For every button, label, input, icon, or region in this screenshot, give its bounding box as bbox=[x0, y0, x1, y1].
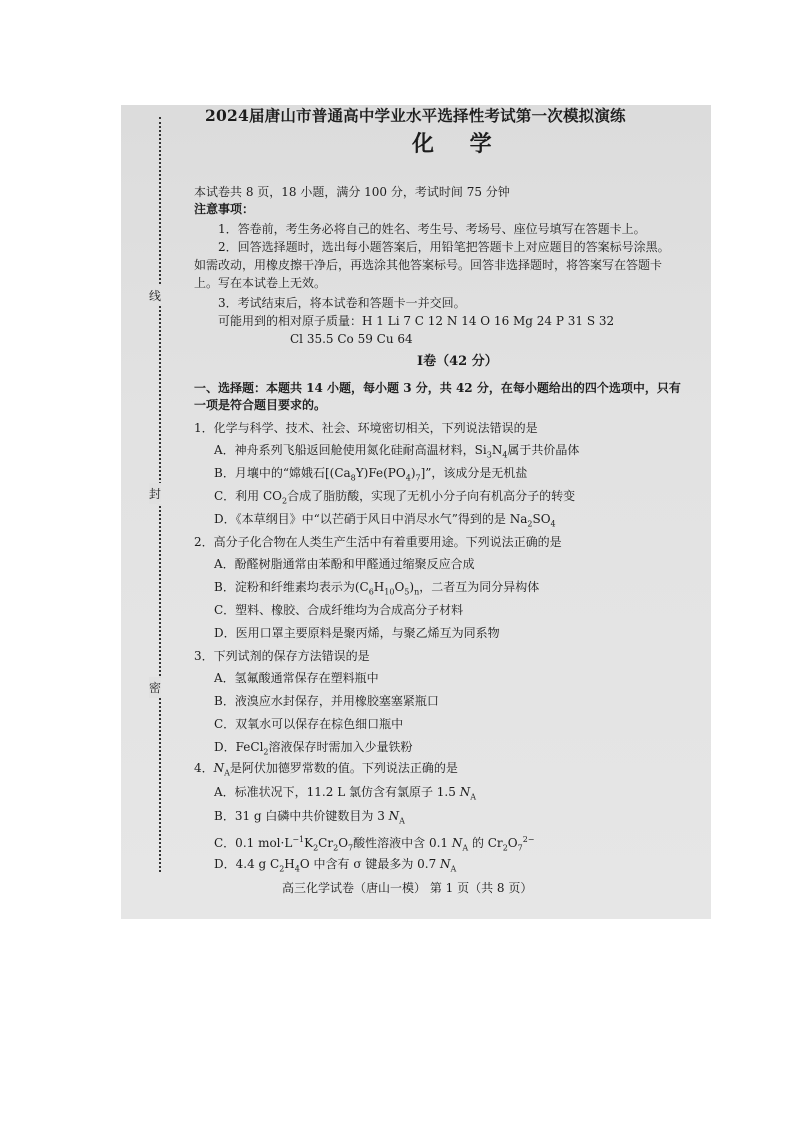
notice-item-3: 3．考试结束后，将本试卷和答题卡一并交回。 bbox=[218, 296, 466, 310]
exam-page-photo bbox=[121, 105, 711, 919]
section-intro-line-1: 一、选择题：本题共 14 小题，每小题 3 分，共 42 分，在每小题给出的四个选项中，只有 bbox=[194, 381, 681, 395]
atomic-mass-line-1: 可能用到的相对原子质量：H 1 Li 7 C 12 N 14 O 16 Mg 24 P 31 S 32 bbox=[218, 314, 615, 328]
q1-stem: 1．化学与科学、技术、社会、环境密切相关，下列说法错误的是 bbox=[194, 421, 538, 435]
atomic-mass-line-2: Cl 35.5 Co 59 Cu 64 bbox=[290, 332, 413, 346]
notice-item-1: 1．答卷前，考生务必将自己的姓名、考生号、考场号、座位号填写在答题卡上。 bbox=[218, 222, 646, 236]
q4-option-d: D．4.4 g $C_2H_4O$ 中含有 σ 键最多为 0.7 $N_A$ bbox=[214, 857, 457, 874]
q3-stem: 3．下列试剂的保存方法错误的是 bbox=[194, 649, 370, 663]
q4-stem: 4．$N_A$是阿伏加德罗常数的值。下列说法正确的是 bbox=[194, 761, 458, 778]
q2-stem: 2．高分子化合物在人类生产生活中有着重要用途。下列说法正确的是 bbox=[194, 535, 562, 549]
q3-option-a: A．氢氟酸通常保存在塑料瓶中 bbox=[214, 671, 379, 685]
q4-option-c: C．0.1 $mol\cdot L^{-1}K_2Cr_2O_7$酸性溶液中含 0.1 $N_A$ 的 $Cr_2O_7^{2-}$ bbox=[214, 835, 535, 853]
q2-option-d: D．医用口罩主要原料是聚丙烯，与聚乙烯互为同系物 bbox=[214, 626, 500, 640]
q3-option-c: C．双氧水可以保存在棕色细口瓶中 bbox=[214, 717, 404, 731]
q2-option-b: B．淀粉和纤维素均表示为$(C_6H_{10}O_5)_n$，二者互为同分异构体 bbox=[214, 580, 540, 597]
q3-option-d: D．FeCl$_2$溶液保存时需加入少量铁粉 bbox=[214, 740, 413, 757]
q1-option-a: A．神舟系列飞船返回舱使用氮化硅耐高温材料，$Si_3N_4$属于共价晶体 bbox=[214, 443, 580, 460]
binding-label-line: 线 bbox=[149, 285, 161, 306]
exam-intro: 本试卷共 8 页，18 小题，满分 100 分，考试时间 75 分钟 bbox=[194, 185, 510, 199]
notice-item-2: 2．回答选择题时，选出每小题答案后，用铅笔把答题卡上对应题目的答案标号涂黑。 bbox=[218, 240, 670, 254]
notice-item-2-end: 上。写在本试卷上无效。 bbox=[194, 276, 327, 290]
subject-title: 化 学 bbox=[412, 131, 506, 157]
q1-option-b: B．月壤中的“嫦娥石$[(Ca_8Y)Fe(PO_4)_7]$”，该成分是无机盐 bbox=[214, 466, 528, 483]
q3-option-b: B．液溴应水封保存，并用橡胶塞塞紧瓶口 bbox=[214, 694, 439, 708]
page-footer: 高三化学试卷（唐山一模） 第 1 页（共 8 页） bbox=[282, 881, 533, 895]
q4-option-b: B．31 g 白磷中共价键数目为 3 $N_A$ bbox=[214, 809, 405, 826]
q1-option-d: D．《本草纲目》中“以芒硝于风日中消尽水气”得到的是 $Na_2SO_4$ bbox=[214, 512, 556, 529]
q1-option-c: C．利用 $CO_2$合成了脂肪酸，实现了无机小分子向有机高分子的转变 bbox=[214, 489, 576, 506]
notice-item-2-cont: 如需改动，用橡皮擦干净后，再选涂其他答案标号。回答非选择题时，将答案写在答题卡 bbox=[194, 258, 663, 272]
binding-label-seal: 封 bbox=[149, 483, 161, 504]
section-title: Ⅰ卷（42 分） bbox=[417, 354, 498, 369]
notice-heading: 注意事项： bbox=[194, 202, 255, 216]
binding-label-secret: 密 bbox=[149, 677, 161, 698]
q2-option-a: A．酚醛树脂通常由苯酚和甲醛通过缩聚反应合成 bbox=[214, 557, 475, 571]
q4-option-a: A．标准状况下，11.2 L 氯仿含有氯原子 1.5 $N_A$ bbox=[214, 785, 476, 802]
q2-option-c: C．塑料、橡胶、合成纤维均为合成高分子材料 bbox=[214, 603, 464, 617]
exam-title: 2024届唐山市普通高中学业水平选择性考试第一次模拟演练 bbox=[205, 106, 626, 125]
section-intro-line-2: 一项是符合题目要求的。 bbox=[194, 398, 327, 412]
